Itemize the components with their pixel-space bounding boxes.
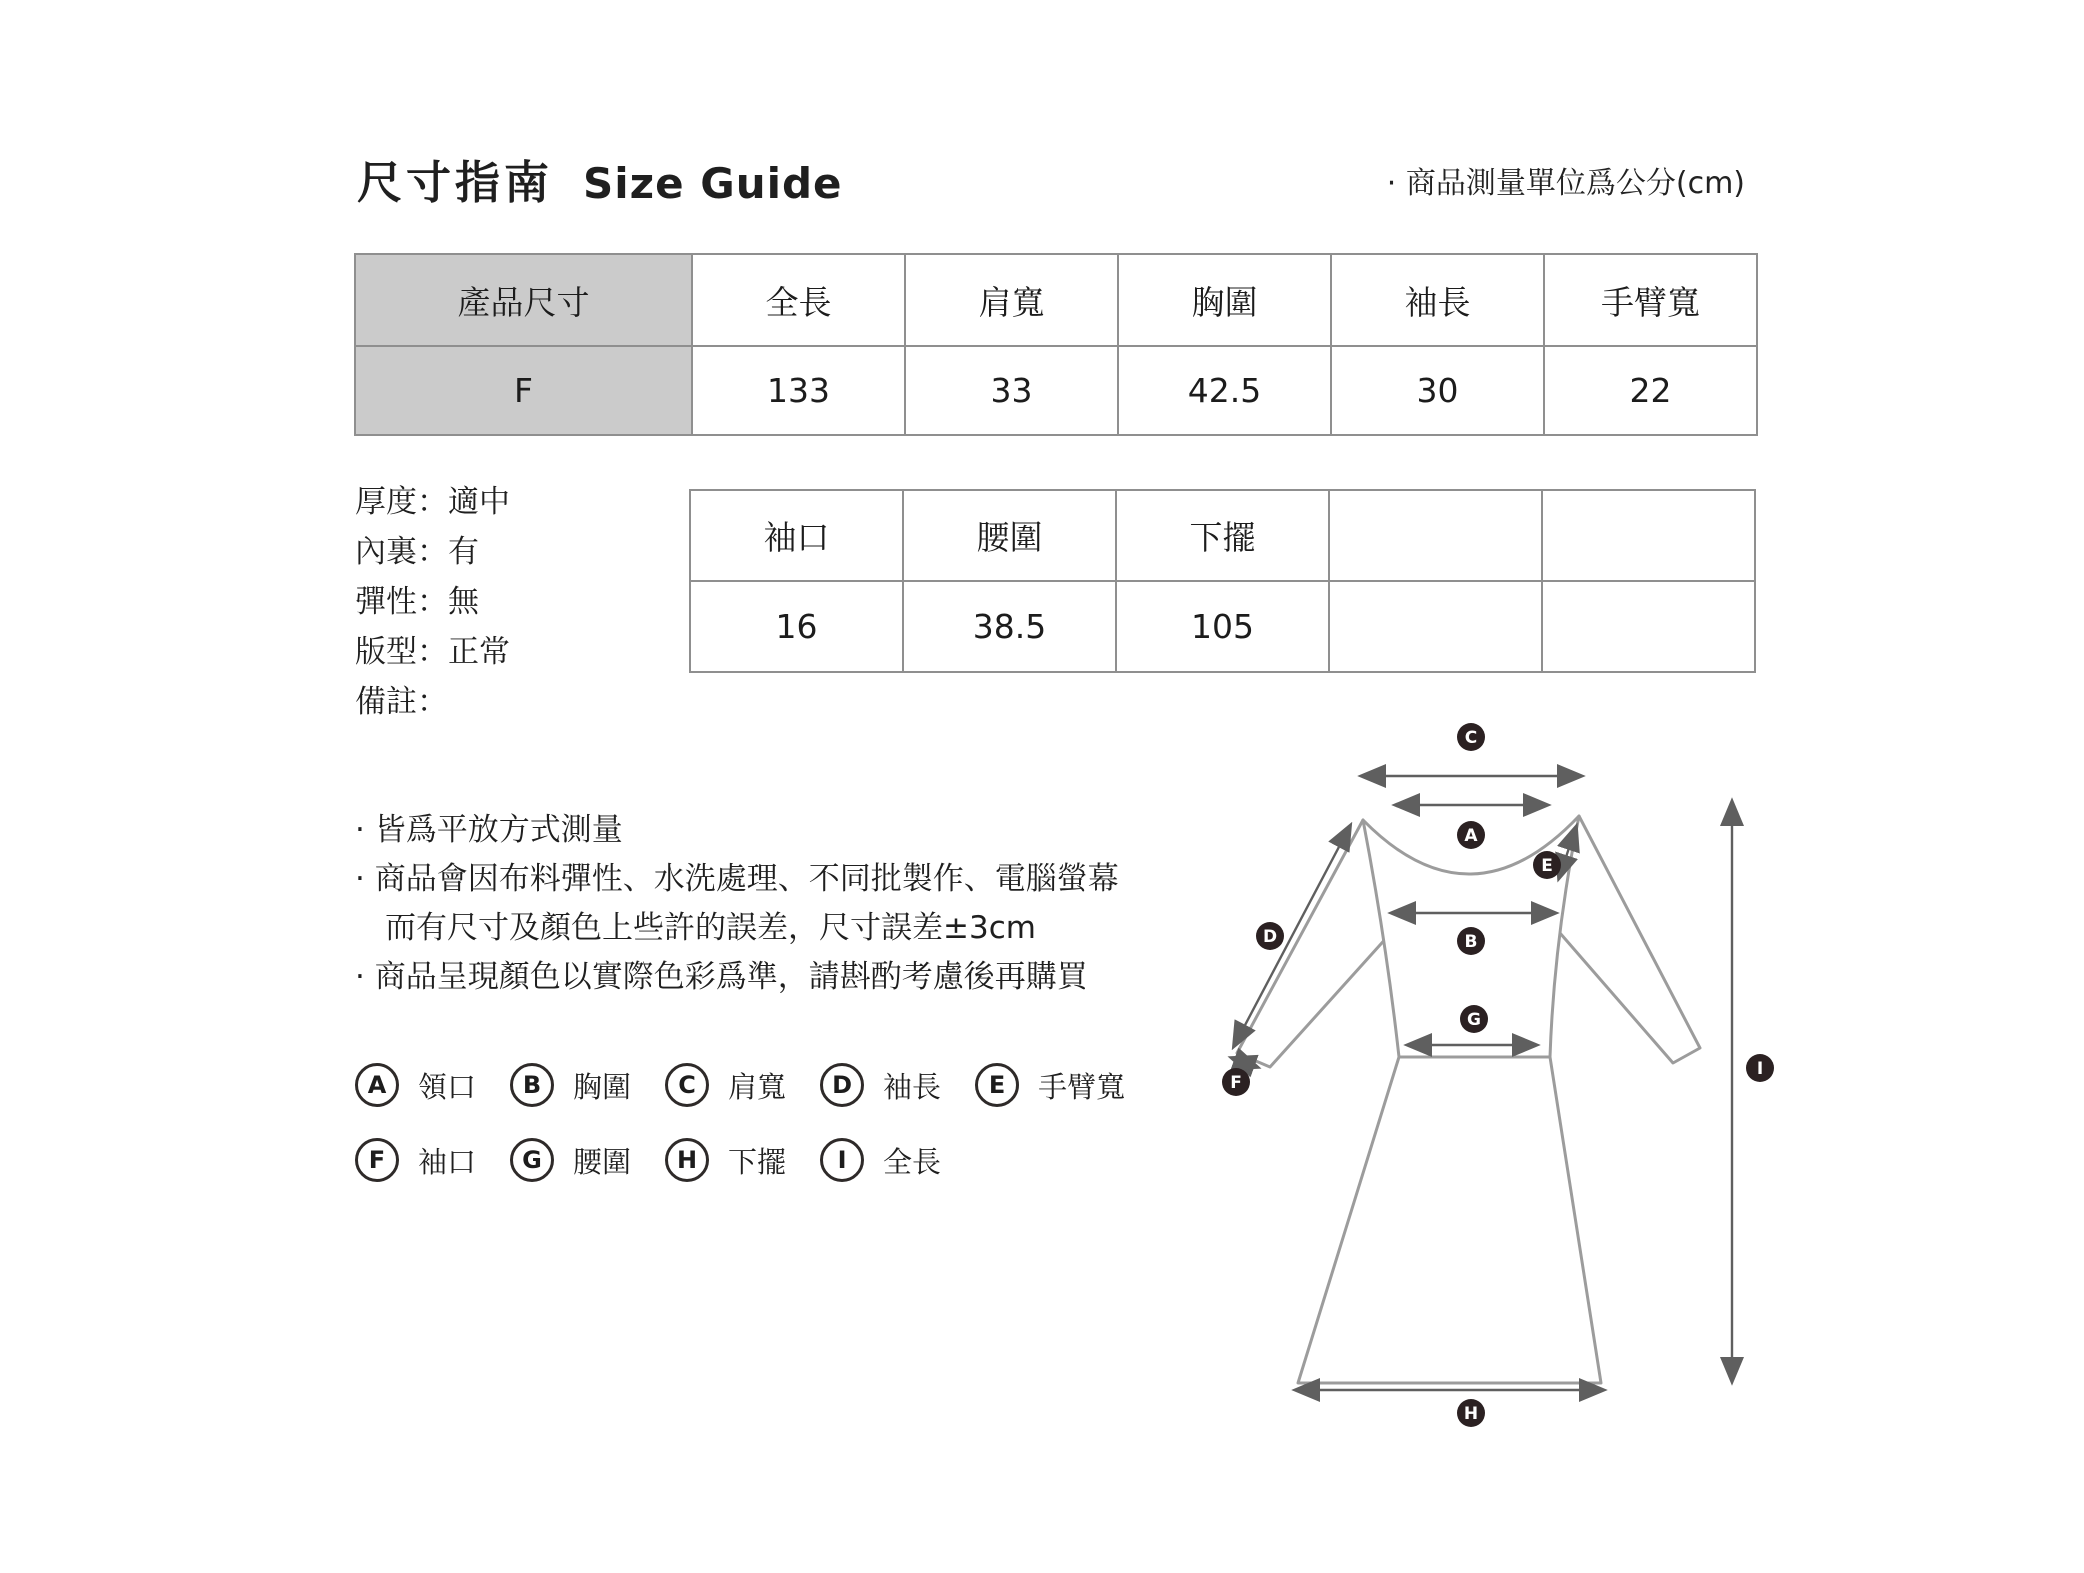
marker-f-letter: F	[1230, 1073, 1242, 1093]
legend-item-sleeve-length	[820, 1063, 941, 1107]
column-header: 胸圍	[1118, 254, 1331, 346]
legend-label: 肩寬	[728, 1069, 787, 1104]
marker-e-letter: E	[1541, 856, 1553, 876]
legend-label: 下擺	[728, 1144, 787, 1179]
value-cell: 133	[692, 346, 905, 435]
legend-item-arm-width	[975, 1063, 1125, 1107]
legend-key-d: D	[820, 1063, 864, 1107]
column-header: 袖長	[1331, 254, 1544, 346]
value-cell: 16	[690, 581, 903, 672]
attribute-line: 彈性：無	[355, 584, 479, 620]
legend-key-g: G	[510, 1138, 554, 1182]
legend-key-e: E	[975, 1063, 1019, 1107]
dress-measurement-diagram	[1190, 690, 1830, 1490]
marker-h-letter: H	[1463, 1404, 1479, 1424]
note-line: · 皆爲平放方式測量	[355, 812, 623, 848]
legend-key-i: I	[820, 1138, 864, 1182]
measurement-notes	[355, 806, 1119, 1002]
legend-item-cuff	[355, 1138, 476, 1182]
value-cell: 105	[1116, 581, 1329, 672]
attribute-line: 版型：正常	[355, 634, 510, 670]
legend-label: 領口	[418, 1069, 477, 1104]
marker-c-letter: C	[1464, 728, 1478, 748]
legend-key-f: F	[355, 1138, 399, 1182]
legend-label: 袖口	[418, 1144, 477, 1179]
legend-key-c: C	[665, 1063, 709, 1107]
value-cell: 22	[1544, 346, 1757, 435]
table-row	[690, 581, 1755, 672]
legend-key-h: H	[665, 1138, 709, 1182]
value-cell: 42.5	[1118, 346, 1331, 435]
attribute-line: 厚度：適中	[355, 484, 510, 520]
legend-item-total-length	[820, 1138, 941, 1182]
legend-item-neck	[355, 1063, 476, 1107]
corner-header-cell: 產品尺寸	[355, 254, 692, 346]
column-header: 袖口	[690, 490, 903, 581]
legend-label: 袖長	[883, 1069, 942, 1104]
legend-label: 胸圍	[573, 1069, 632, 1104]
legend-key-b: B	[510, 1063, 554, 1107]
marker-b-letter: B	[1464, 932, 1478, 952]
size-label-cell: F	[355, 346, 692, 435]
column-header: 全長	[692, 254, 905, 346]
measurement-unit-note: · 商品測量單位爲公分(cm)	[1386, 166, 1745, 201]
legend-item-waist	[510, 1138, 631, 1182]
attribute-line: 內裏：有	[355, 534, 479, 570]
product-attributes	[355, 477, 510, 727]
page-title-zh: 尺寸指南	[357, 156, 554, 209]
legend-row-1	[355, 1063, 1159, 1107]
value-cell	[1329, 581, 1542, 672]
legend-label: 腰圍	[573, 1144, 632, 1179]
right-sleeve	[1553, 816, 1700, 1063]
page-title-en: Size Guide	[583, 159, 843, 208]
note-line-continued: 而有尺寸及顏色上些許的誤差，尺寸誤差±3cm	[385, 910, 1036, 946]
dress-outline-icon	[1237, 816, 1700, 1383]
column-header	[1542, 490, 1755, 581]
attribute-line: 備註：	[355, 684, 448, 720]
column-header: 手臂寬	[1544, 254, 1757, 346]
table-row	[690, 490, 1755, 581]
legend-label: 手臂寬	[1038, 1069, 1126, 1104]
marker-g-letter: G	[1467, 1010, 1481, 1030]
extra-size-table	[689, 489, 1756, 673]
marker-a-letter: A	[1464, 826, 1478, 846]
marker-i-letter: I	[1756, 1059, 1764, 1079]
value-cell	[1542, 581, 1755, 672]
marker-d-letter: D	[1262, 927, 1278, 947]
value-cell: 33	[905, 346, 1118, 435]
table-row	[355, 254, 1757, 346]
legend-key-a: A	[355, 1063, 399, 1107]
column-header	[1329, 490, 1542, 581]
legend-row-2	[355, 1138, 975, 1182]
legend-item-hem	[665, 1138, 786, 1182]
note-line: · 商品呈現顏色以實際色彩爲準，請斟酌考慮後再購買	[355, 959, 1088, 995]
legend-item-bust	[510, 1063, 631, 1107]
column-header: 下擺	[1116, 490, 1329, 581]
value-cell: 38.5	[903, 581, 1116, 672]
column-header: 肩寬	[905, 254, 1118, 346]
legend-item-shoulder	[665, 1063, 786, 1107]
main-size-table	[354, 253, 1758, 436]
page-title	[357, 146, 843, 211]
note-line: · 商品會因布料彈性、水洗處理、不同批製作、電腦螢幕	[355, 861, 1119, 897]
value-cell: 30	[1331, 346, 1544, 435]
column-header: 腰圍	[903, 490, 1116, 581]
legend-label: 全長	[883, 1144, 942, 1179]
table-row	[355, 346, 1757, 435]
